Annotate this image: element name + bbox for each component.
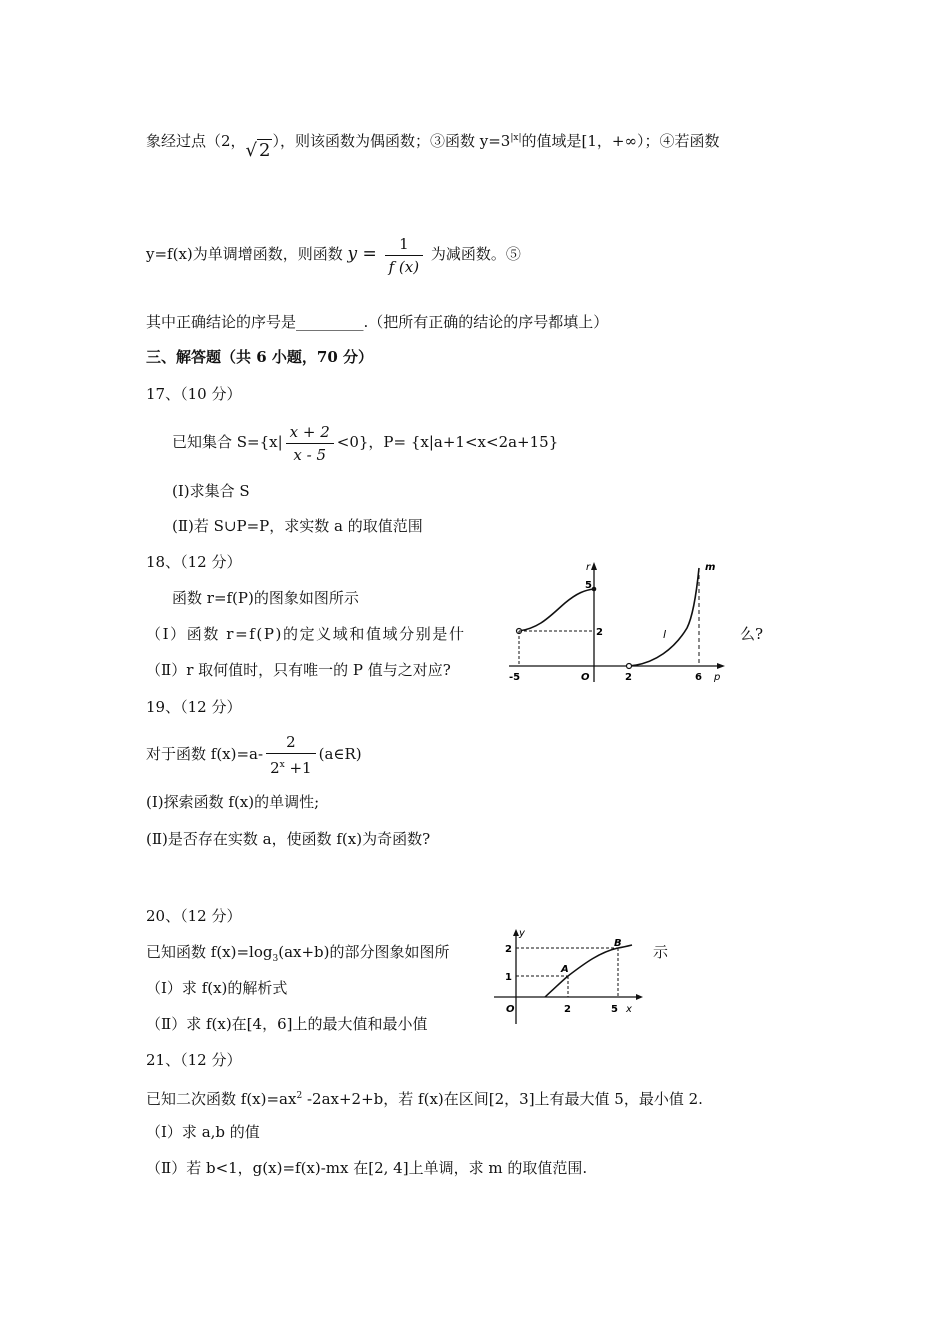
- line-2: [146, 232, 521, 278]
- q20-heading: 20、（12 分）: [146, 907, 242, 925]
- q17-heading: 17、（10 分）: [146, 385, 242, 403]
- q21-text-b: -2ax+2+b，若 f(x)在区间[2，3]上有最大值 5，最小值 2.: [302, 1090, 703, 1108]
- q20-label-O: O: [506, 1004, 515, 1015]
- q17-text-b: <0}，P= {x|a+1<x<2a+15}: [336, 433, 559, 451]
- q20-text-a: 已知函数 f(x)=log: [146, 943, 273, 961]
- q21-text-a: 已知二次函数 f(x)=ax: [146, 1090, 297, 1108]
- q20-label-B: B: [614, 938, 622, 949]
- q18-left-curve: [519, 589, 594, 631]
- q18-label-l: l: [663, 628, 667, 641]
- y-equals: y =: [347, 244, 377, 264]
- q18-part-1: （Ⅰ）函数 r=f(P)的定义域和值域分别是什: [146, 625, 466, 643]
- q20-graph: [490, 924, 650, 1032]
- q19-text-a: 对于函数 f(x)=a-: [146, 745, 264, 763]
- q20-label-2: 2: [505, 944, 512, 955]
- q19-text-b: (a∈R): [318, 745, 362, 763]
- q19-fraction: [266, 731, 316, 779]
- q20-label-x2: 2: [564, 1004, 571, 1015]
- q20-curve: [545, 945, 632, 997]
- q20-statement: [146, 942, 450, 969]
- q19-den-rest: +1: [284, 759, 312, 777]
- q18-x-arrow: [717, 663, 725, 669]
- q19-part-2: (Ⅱ)是否存在实数 a，使函数 f(x)为奇函数?: [146, 830, 431, 848]
- q19-den-exponent: x: [279, 760, 285, 770]
- q20-label-A: A: [561, 964, 569, 975]
- line-1-text-c: 的值域是[1，+∞）；④若函数: [521, 132, 720, 150]
- q18-label-m: m: [705, 562, 716, 573]
- fraction-denominator: f (x): [388, 257, 420, 276]
- q18-label-p: p: [714, 672, 721, 683]
- q19-numerator: 2: [266, 731, 316, 754]
- q20-label-x: x: [626, 1004, 632, 1015]
- q18-label-x2: 2: [625, 672, 632, 683]
- q18-graph: [505, 558, 735, 688]
- fraction-numerator: 1: [385, 233, 423, 256]
- line-1-text-a: 象经过点（2，: [146, 132, 246, 150]
- q18-heading: 18、（12 分）: [146, 553, 242, 571]
- q20-statement-end: 示: [653, 943, 669, 961]
- q18-label-2: 2: [596, 627, 603, 638]
- line-1-text-b: ），则该函数为偶函数；③函数 y=3: [272, 132, 511, 150]
- q17-fraction: [286, 421, 334, 466]
- line-2-text-b: 为减函数。⑤: [430, 245, 521, 263]
- q18-part-1-end: 么?: [740, 625, 764, 643]
- q20-log-base: 3: [272, 954, 279, 964]
- q20-label-1: 1: [505, 972, 512, 983]
- q20-label-y: y: [519, 928, 525, 939]
- q18-label-minus5: -5: [509, 672, 521, 683]
- q21-exponent: 2: [296, 1091, 303, 1101]
- q18-open-point-2: [627, 664, 632, 669]
- q18-label-O: O: [581, 672, 590, 683]
- fraction-1-over-fx: [385, 233, 423, 278]
- q20-part-2: （Ⅱ）求 f(x)在[4，6]上的最大值和最小值: [146, 1015, 428, 1033]
- q20-x-arrow: [636, 994, 643, 1000]
- q21-heading: 21、（12 分）: [146, 1051, 242, 1069]
- q19-denominator: [266, 754, 316, 779]
- q19-statement: [146, 728, 362, 780]
- q17-text-a: 已知集合 S={x|: [172, 433, 283, 451]
- sqrt-radicand: 2: [259, 140, 271, 161]
- q18-solid-point-5: [592, 587, 597, 592]
- q19-part-1: (Ⅰ)探索函数 f(x)的单调性;: [146, 793, 320, 811]
- line-2-text-a: y=f(x)为单调增函数，则函数: [146, 245, 343, 263]
- q17-numerator: x + 2: [286, 421, 334, 444]
- q21-part-2: （Ⅱ）若 b<1，g(x)=f(x)-mx 在[2, 4]上单调，求 m 的取值范围.: [146, 1159, 588, 1177]
- q18-intro: 函数 r=f(P)的图象如图所示: [172, 589, 359, 607]
- q17-part-1: (Ⅰ)求集合 S: [172, 482, 250, 500]
- q19-den-base: 2: [270, 759, 280, 777]
- q21-statement: [146, 1086, 703, 1109]
- section-heading: 三、解答题（共 6 小题，70 分）: [146, 348, 373, 366]
- q18-curve-l: [629, 568, 699, 666]
- q20-label-5: 5: [611, 1004, 618, 1015]
- line-3: 其中正确结论的序号是_________.（把所有正确的结论的序号都填上）: [146, 313, 609, 331]
- q17-denominator: x - 5: [293, 445, 327, 464]
- q18-part-2: （Ⅱ）r 取何值时，只有唯一的 P 值与之对应?: [146, 661, 451, 679]
- q17-statement: [172, 418, 558, 466]
- q17-part-2: (Ⅱ)若 S∪P=P，求实数 a 的取值范围: [172, 517, 423, 535]
- q18-label-5: 5: [585, 580, 592, 591]
- exponent-abs-x: |x|: [510, 133, 522, 143]
- q18-y-arrow: [591, 562, 597, 570]
- q20-text-b: (ax+b)的部分图象如图所: [278, 943, 450, 961]
- q21-part-1: （Ⅰ）求 a,b 的值: [146, 1123, 260, 1141]
- line-1: [146, 128, 720, 161]
- q18-label-6: 6: [695, 672, 702, 683]
- sqrt-2: √ 2: [245, 140, 271, 161]
- q18-label-r: r: [586, 562, 591, 573]
- q19-heading: 19、（12 分）: [146, 698, 242, 716]
- q20-part-1: （Ⅰ）求 f(x)的解析式: [146, 979, 288, 997]
